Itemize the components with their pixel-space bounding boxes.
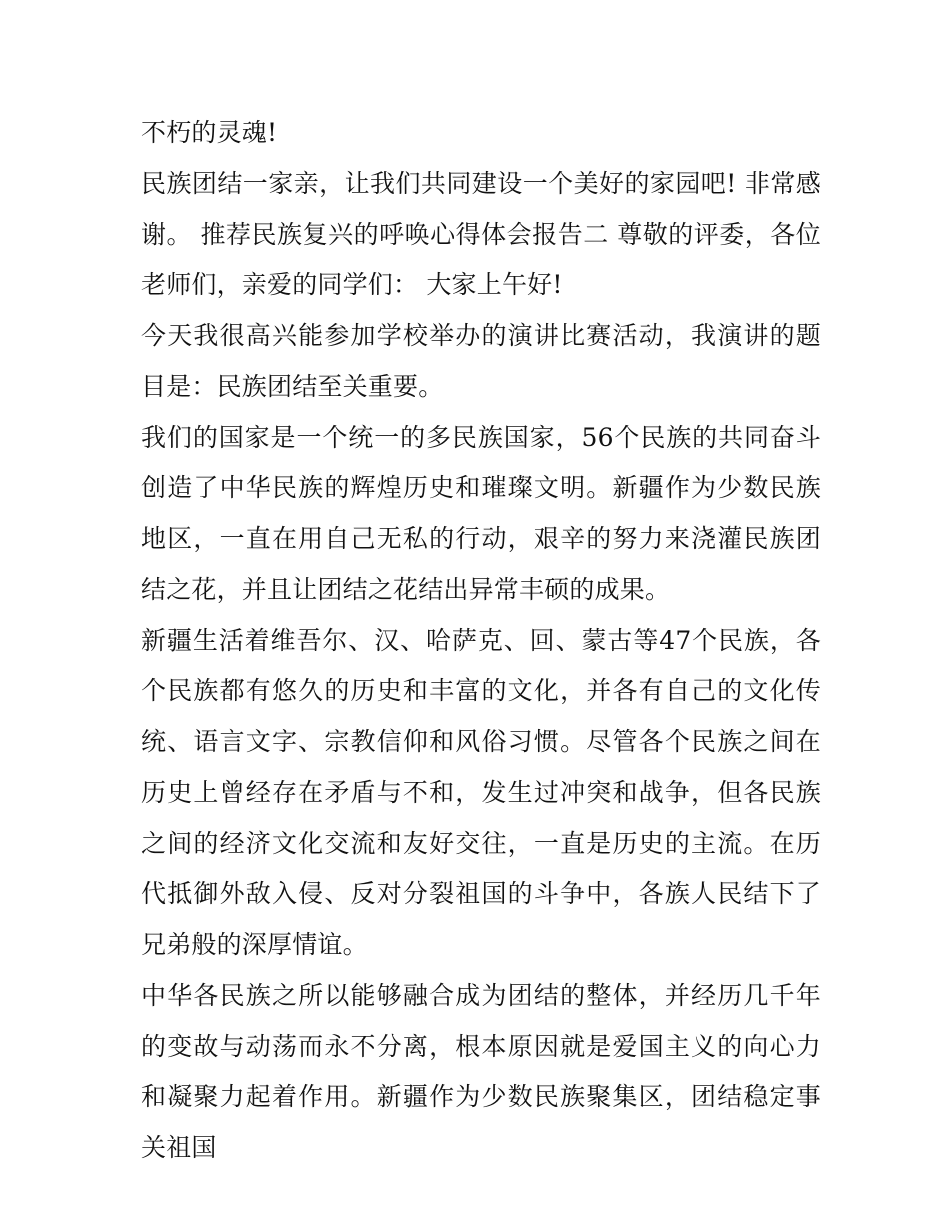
paragraph-5: 新疆生活着维吾尔、汉、哈萨克、回、蒙古等47个民族，各个民族都有悠久的历史和丰富的文化，并各有自己的文化传统、语言文字、宗教信仰和风俗习惯。尽管各个民族之间在历史上曾经存在矛盾与不和，发生过冲突和战争，但各民族之间的经济文化交流和友好交往，一直是历史的主流。在历代抵御外敌入侵、反对分裂祖国的斗争中，各族人民结下了兄弟般的深厚情谊。 [141, 625, 821, 959]
paragraph-3: 今天我很高兴能参加学校举办的演讲比赛活动，我演讲的题目是：民族团结至关重要。 [141, 321, 821, 401]
paragraph-1: 不朽的灵魂! [141, 118, 278, 147]
paragraph-2: 民族团结一家亲，让我们共同建设一个美好的家园吧! 非常感谢。 推荐民族复兴的呼唤心得体会报告二 尊敬的评委，各位老师们，亲爱的同学们： 大家上午好! [141, 168, 821, 300]
paragraph-4: 我们的国家是一个统一的多民族国家，56个民族的共同奋斗创造了中华民族的辉煌历史和璀璨文明。新疆作为少数民族地区，一直在用自己无私的行动，艰辛的努力来浇灌民族团结之花，并且让团结之花结出异常丰硕的成果。 [141, 422, 821, 604]
paragraph-6: 中华各民族之所以能够融合成为团结的整体，并经历几千年的变故与动荡而永不分离，根本原因就是爱国主义的向心力和凝聚力起着作用。新疆作为少数民族聚集区，团结稳定事关祖国 [141, 980, 821, 1162]
document-body [141, 108, 821, 1174]
